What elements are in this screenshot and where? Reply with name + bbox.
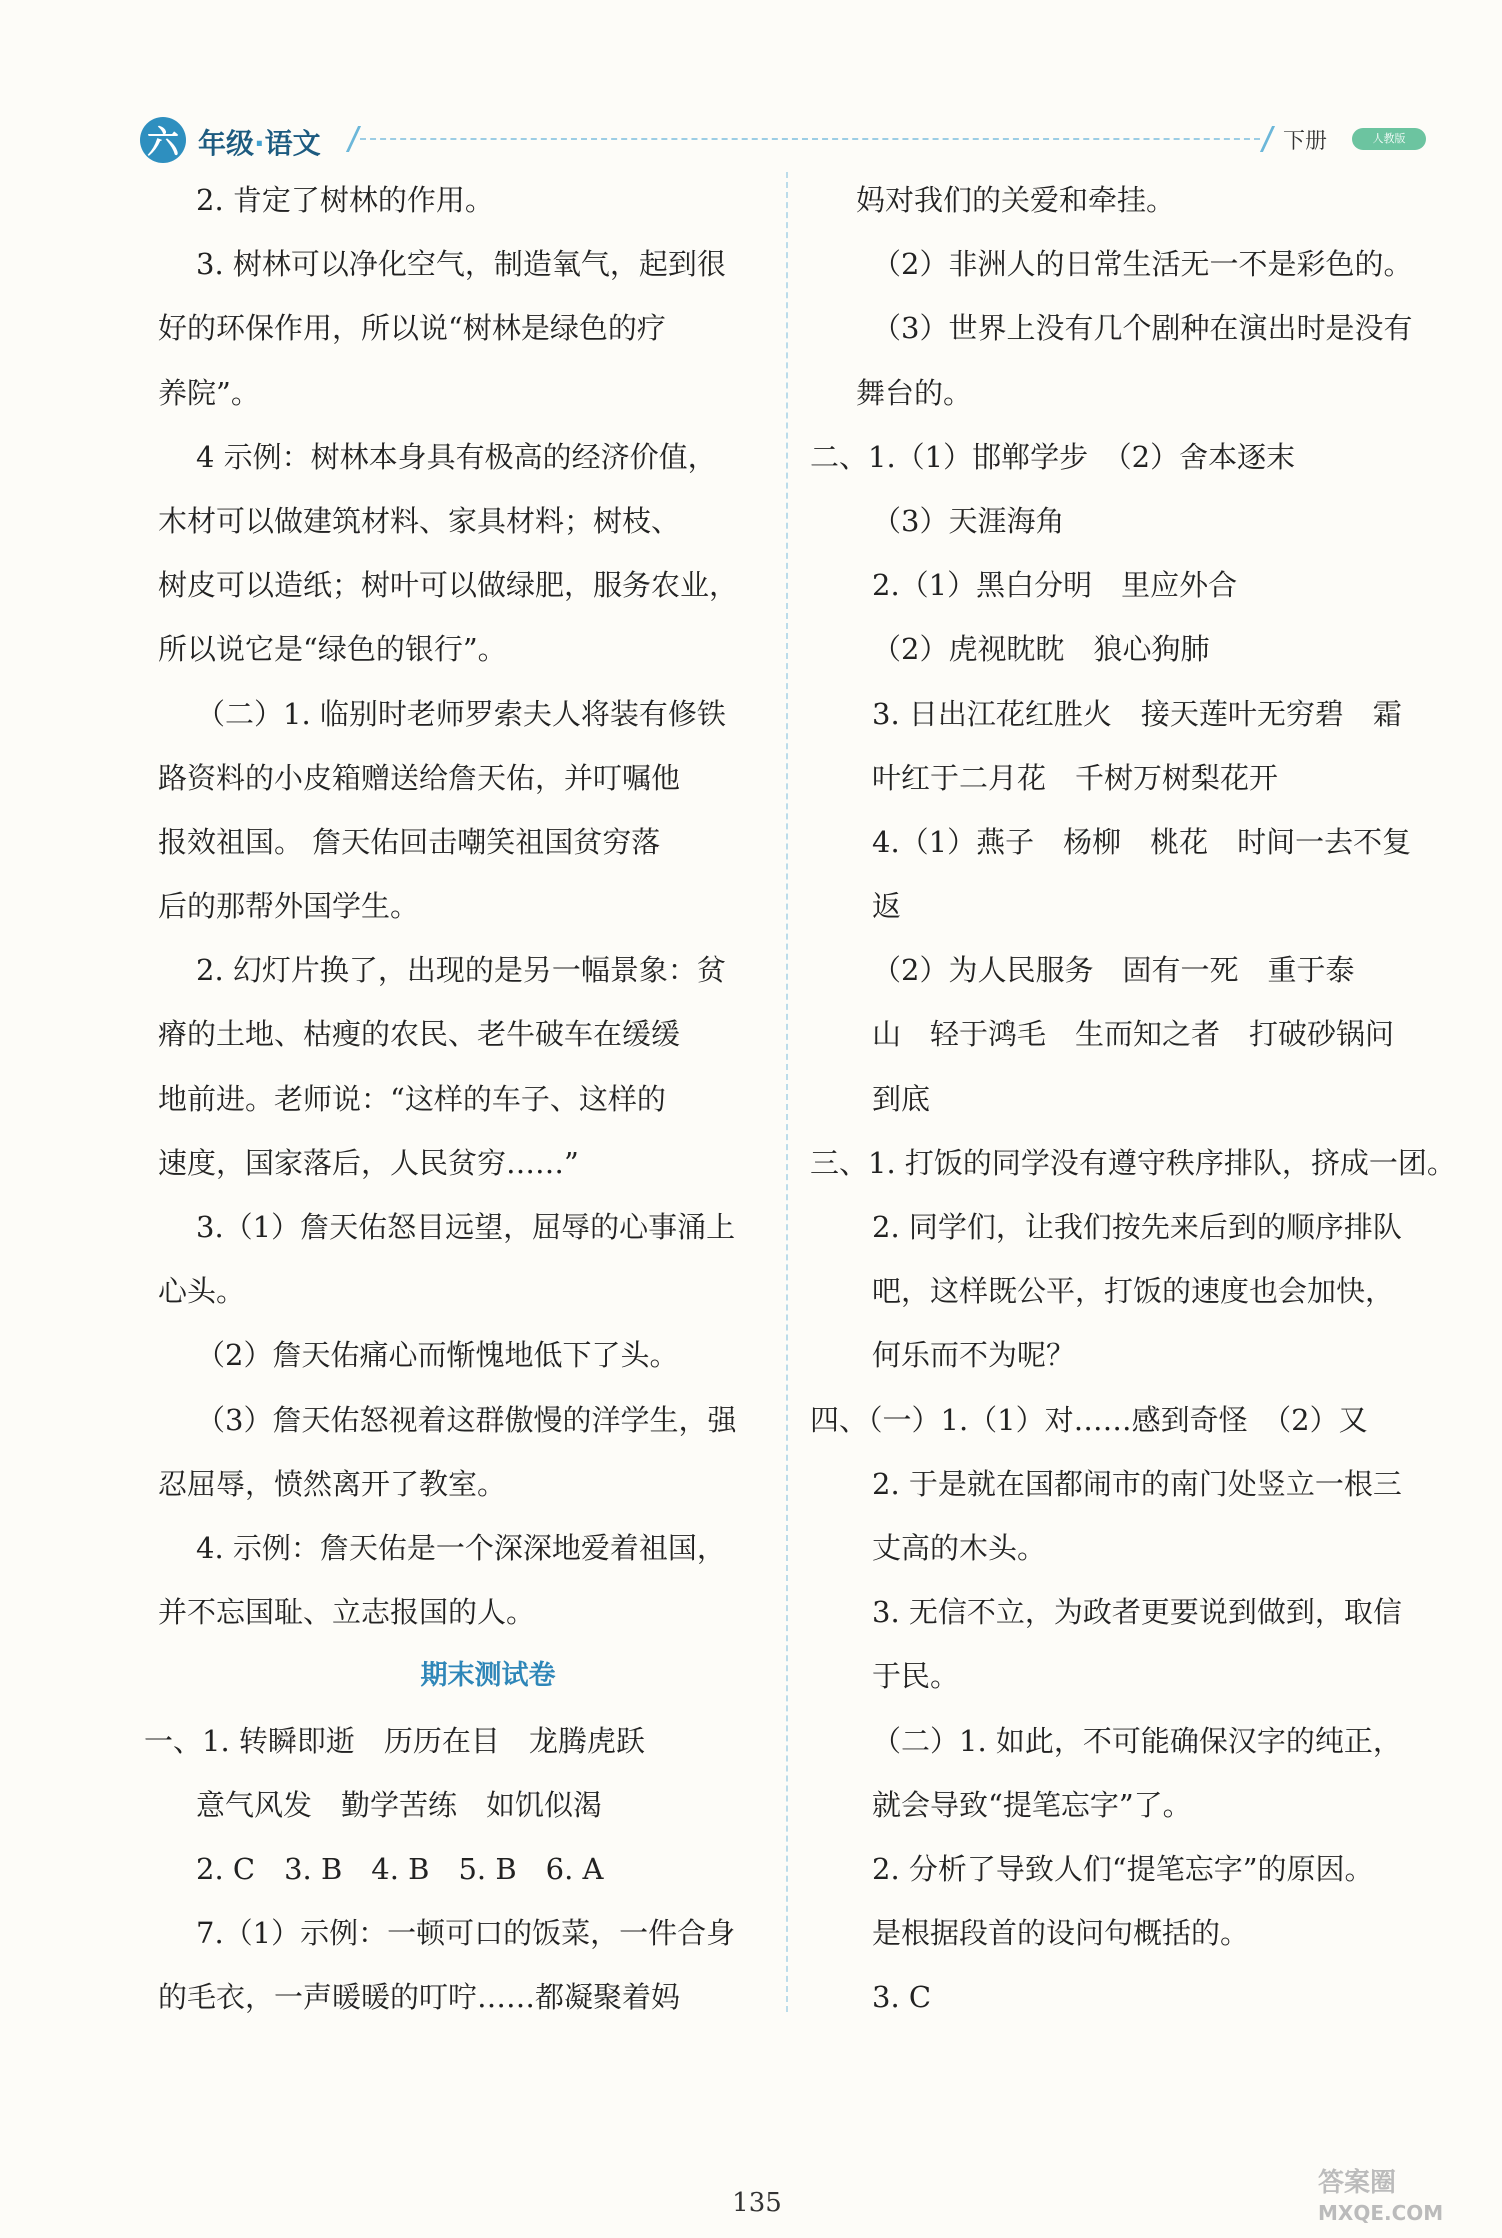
answer-line: （二）1. 如此，不可能确保汉字的纯正， [872, 1723, 1402, 1758]
answer-line: 树皮可以造纸；树叶可以做绿肥，服务农业， [158, 568, 739, 603]
answer-line: 2. 肯定了树林的作用。 [196, 183, 494, 217]
answer-line: （3）世界上没有几个剧种在演出时是没有 [872, 311, 1413, 346]
answer-line: 心头。 [158, 1274, 246, 1309]
answer-line: 4. 示例：詹天佑是一个深深地爱着祖国， [196, 1530, 726, 1565]
answer-line: 的毛衣，一声暖暖的叮咛……都凝聚着妈 [158, 1980, 681, 2015]
answer-line: （2）虎视眈眈 狼心狗肺 [872, 632, 1210, 667]
answer-line: 2. 同学们，让我们按先来后到的顺序排队 [872, 1210, 1402, 1244]
answer-line: 于民。 [872, 1659, 960, 1694]
answer-line: 2. 分析了导致人们“提笔忘字”的原因。 [872, 1851, 1374, 1886]
answer-line: （2）非洲人的日常生活无一不是彩色的。 [872, 247, 1413, 282]
header-slash-right [1260, 126, 1275, 152]
answer-line: 妈对我们的关爱和牵挂。 [856, 183, 1176, 217]
answer-line: 7.（1）示例：一顿可口的饭菜，一件合身 [196, 1916, 736, 1951]
answer-line: 到底 [872, 1081, 931, 1116]
answer-line: 3. 无信不立，为政者更要说到做到，取信 [872, 1595, 1402, 1630]
answer-line: 2. C 3. B 4. B 5. B 6. A [196, 1851, 604, 1886]
answer-line: 舞台的。 [856, 375, 973, 410]
answer-line: 养院”。 [158, 375, 260, 410]
answer-line: 地前进。老师说：“这样的车子、这样的 [158, 1081, 666, 1116]
answer-line: 3. 树林可以净化空气，制造氧气，起到很 [196, 247, 726, 282]
answer-line: 报效祖国。 詹天佑回击嘲笑祖国贫穷落 [158, 824, 661, 859]
watermark-url: MXQE.COM [1318, 2201, 1444, 2225]
header-slash-left [346, 126, 361, 152]
answer-line: 4 示例：树林本身具有极高的经济价值， [196, 439, 717, 474]
grade-label: 年级 [198, 127, 255, 160]
answer-line: 2. 幻灯片换了，出现的是另一幅景象：贫 [196, 953, 726, 988]
left-column [144, 168, 780, 2029]
section-title: 期末测试卷 [420, 1660, 556, 1692]
answer-line: 一、1. 转瞬即逝 历历在目 龙腾虎跃 [144, 1723, 645, 1758]
subject-label: 语文 [264, 127, 321, 160]
page-header [0, 0, 1502, 180]
answer-line: 4.（1）燕子 杨柳 桃花 时间一去不复 [872, 824, 1412, 859]
answer-line: 三、1. 打饭的同学没有遵守秩序排队，挤成一团。 [810, 1145, 1456, 1180]
watermark-text: 答案圈 [1318, 2168, 1397, 2198]
grade-subject-label [198, 122, 321, 162]
answer-line: 3. 日出江花红胜火 接天莲叶无穷碧 霜 [872, 696, 1402, 731]
answer-line: 就会导致“提笔忘字”了。 [872, 1787, 1192, 1822]
header-dashed-line [360, 138, 1260, 140]
column-divider [786, 172, 788, 2012]
answer-line: 是根据段首的设问句概括的。 [872, 1916, 1250, 1951]
separator-dot: · [254, 127, 265, 160]
answer-line: 何乐而不为呢？ [872, 1338, 1076, 1373]
answer-line: （2）为人民服务 固有一死 重于泰 [872, 953, 1355, 988]
answer-line: 好的环保作用，所以说“树林是绿色的疗 [158, 311, 666, 346]
answer-line: 四、（一）1.（1）对……感到奇怪 （2）又 [810, 1402, 1368, 1437]
answer-line: 返 [872, 889, 902, 924]
right-column [810, 168, 1456, 2029]
answer-line: 意气风发 勤学苦练 如饥似渴 [196, 1787, 603, 1822]
answer-line: 丈高的木头。 [872, 1530, 1047, 1565]
answer-line: 木材可以做建筑材料、家具材料；树枝、 [158, 503, 681, 538]
answer-line: 路资料的小皮箱赠送给詹天佑，并叮嘱他 [158, 760, 681, 795]
volume-label: 下册 [1283, 129, 1328, 154]
grade-badge: 六 [140, 117, 186, 163]
page-number: 135 [732, 2188, 782, 2218]
answer-line: 叶红于二月花 千树万树梨花开 [872, 760, 1279, 795]
answer-line: 速度，国家落后，人民贫穷……” [158, 1145, 579, 1180]
answer-line: 忍屈辱，愤然离开了教室。 [158, 1466, 507, 1501]
answer-line: 2. 于是就在国都闹市的南门处竖立一根三 [872, 1466, 1402, 1501]
answer-line: 2.（1）黑白分明 里应外合 [872, 568, 1238, 603]
answer-line: 吧，这样既公平，打饭的速度也会加快， [872, 1274, 1395, 1309]
answer-line: 后的那帮外国学生。 [158, 889, 420, 924]
answer-line: 二、1.（1）邯郸学步 （2）舍本逐末 [810, 439, 1296, 474]
answer-line: （二）1. 临别时老师罗索夫人将装有修铁 [196, 696, 726, 731]
answer-line: 并不忘国耻、立志报国的人。 [158, 1595, 536, 1630]
edition-badge: 人教版 [1352, 128, 1426, 150]
answer-line: 山 轻于鸿毛 生而知之者 打破砂锅问 [872, 1017, 1395, 1052]
answer-line: 所以说它是“绿色的银行”。 [158, 632, 507, 667]
answer-line: 3. C [872, 1980, 932, 2015]
answer-line: （3）天涯海角 [872, 503, 1065, 538]
watermark-logo [1318, 2168, 1443, 2228]
answer-line: 瘠的土地、枯瘦的农民、老牛破车在缓缓 [158, 1017, 681, 1052]
answer-line: （3）詹天佑怒视着这群傲慢的洋学生，强 [196, 1402, 737, 1437]
answer-line: （2）詹天佑痛心而惭愧地低下了头。 [196, 1338, 679, 1373]
answer-line: 3.（1）詹天佑怒目远望，屈辱的心事涌上 [196, 1210, 736, 1244]
